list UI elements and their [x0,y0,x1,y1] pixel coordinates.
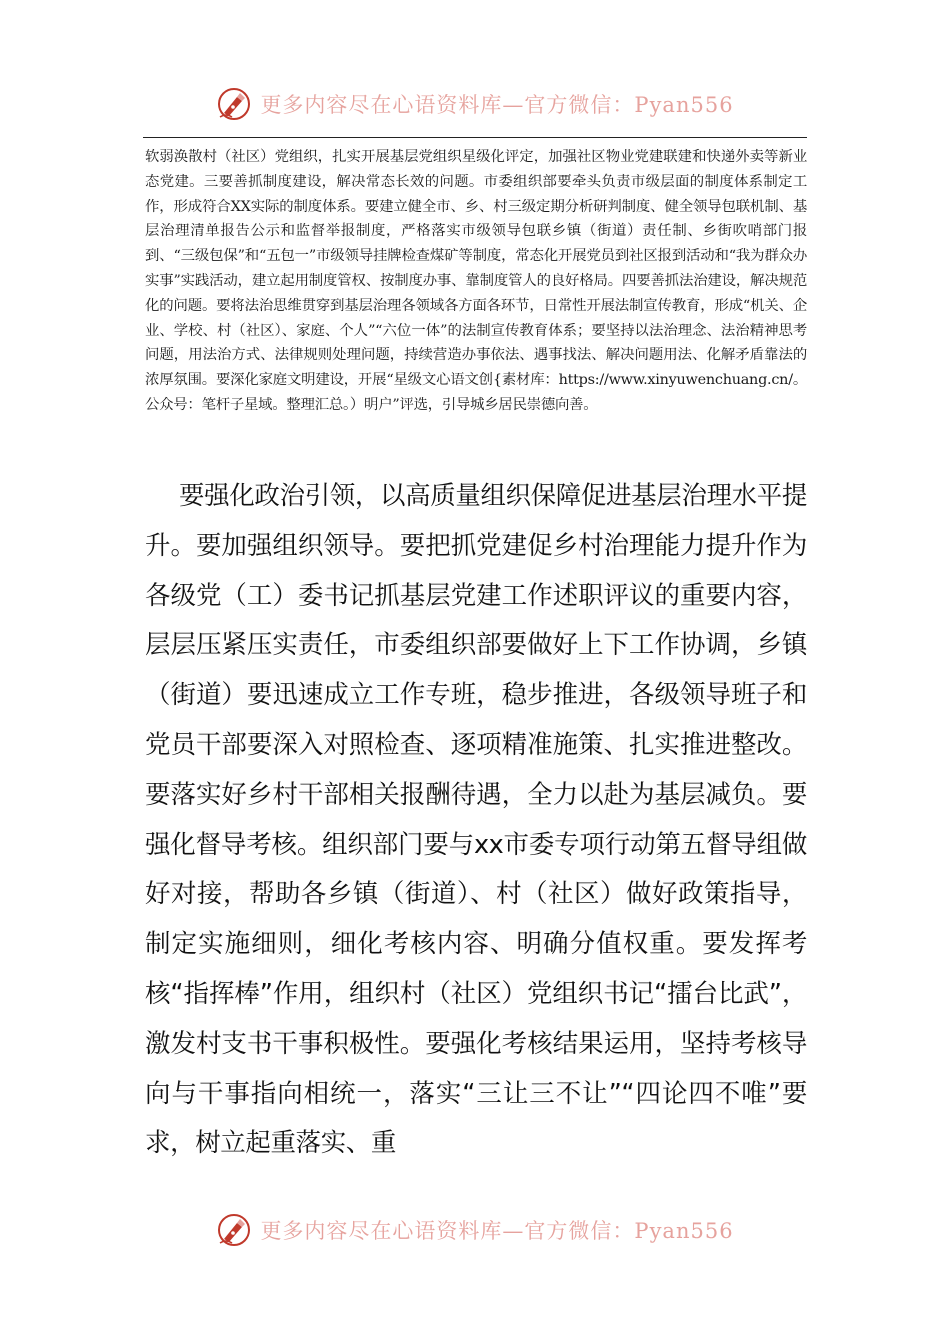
footer-banner-text: 更多内容尽在心语资料库—官方微信：Pyan556 [260,1219,734,1243]
header-banner [0,84,950,124]
pen-nib-logo-icon [216,86,252,122]
footer-banner [0,1210,950,1250]
body-paragraph-large: 要强化政治引领，以高质量组织保障促进基层治理水平提升。要加强组织领导。要把抓党建促乡村治理能力提升作为各级党（工）委书记抓基层党建工作述职评议的重要内容，层层压紧压实责任，市委组织部要做好上下工作协调，乡镇（街道）要迅速成立工作专班，稳步推进，各级领导班子和党员干部要深入对照检查、逐项精准施策、扎实推进整改。要落实好乡村干部相关报酬待遇，全力以赴为基层减负。要强化督导考核。组织部门要与xx市委专项行动第五督导组做好对接，帮助各乡镇（街道）、村（社区）做好政策指导，制定实施细则，细化考核内容、明确分值权重。要发挥考核“指挥棒”作用，组织村（社区）党组织书记“擂台比武”，激发村支书干事积极性。要强化考核结果运用，坚持考核导向与干事指向相统一，落实“三让三不让”“四论四不唯”要求，树立起重落实、重 [145,481,807,1159]
header-banner-text: 更多内容尽在心语资料库—官方微信：Pyan556 [260,93,734,117]
header-divider [143,137,807,138]
body-paragraph-small: 软弱涣散村（社区）党组织，扎实开展基层党组织星级化评定，加强社区物业党建联建和快递外卖等新业态党建。三要善抓制度建设，解决常态长效的问题。市委组织部要牵头负责市级层面的制度体系制定工作，形成符合XX实际的制度体系。要建立健全市、乡、村三级定期分析研判制度、健全领导包联机制、基层治理清单报告公示和监督举报制度，严格落实市级领导包联乡镇（街道）责任制、乡街吹哨部门报到、“三级包保”和“五包一”市级领导挂牌检查煤矿等制度，常态化开展党员到社区报到活动和“我为群众办实事”实践活动，建立起用制度管权、按制度办事、靠制度管人的良好格局。四要善抓法治建设，解决规范化的问题。要将法治思维贯穿到基层治理各领域各方面各环节，日常性开展法制宣传教育，形成“机关、企业、学校、村（社区）、家庭、个人”“六位一体”的法制宣传教育体系；要坚持以法治理念、法治精神思考问题，用法治方式、法律规则处理问题，持续营造办事依法、遇事找法、解决问题用法、化解矛盾靠法的浓厚氛围。要深化家庭文明建设，开展“星级文心语文创{素材库：https://www.xinyuwenchuang.cn/。公众号：笔杆子星域。整理汇总。）明户”评选，引导城乡居民崇德向善。 [145,149,807,413]
pen-nib-logo-icon [216,1212,252,1248]
